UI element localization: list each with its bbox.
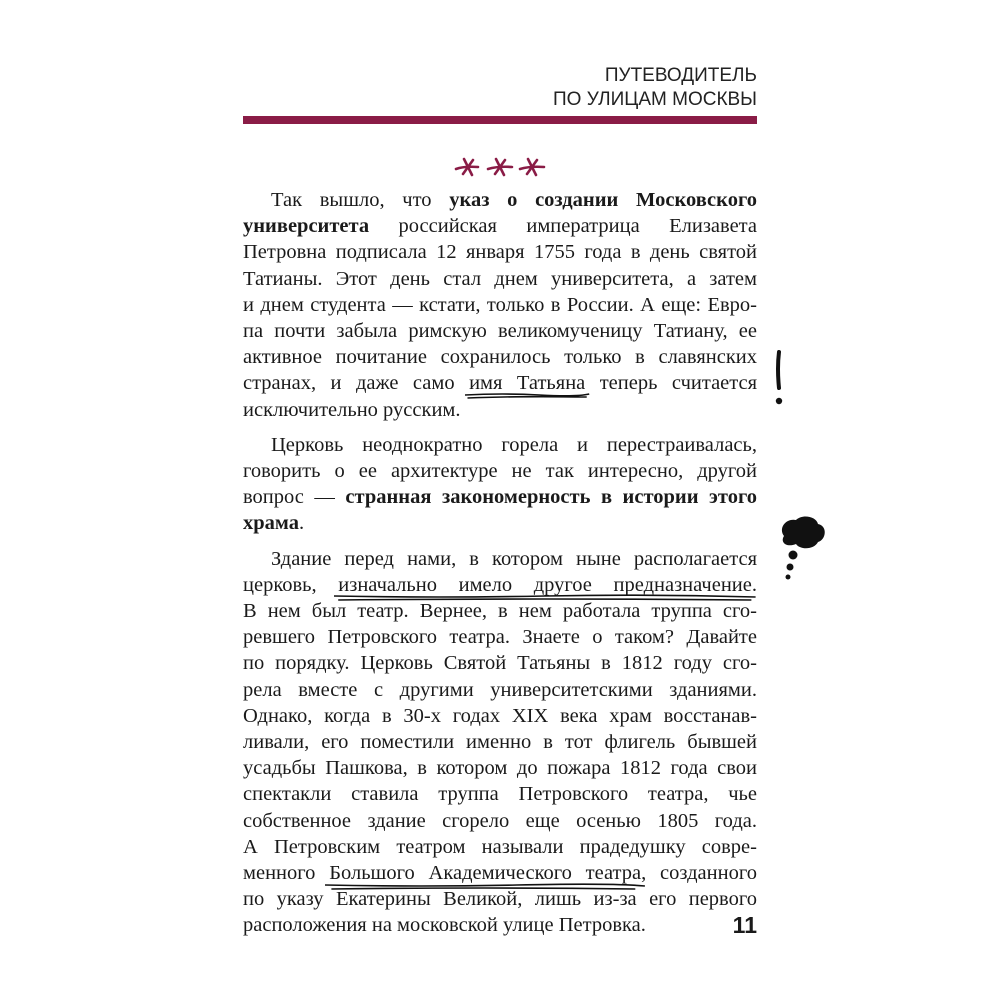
text-line: по порядку. Церковь Святой Татьяны в 1812 году сго- (243, 652, 757, 675)
text-line: расположения на московской улице Петровка. (243, 914, 646, 937)
running-header (243, 64, 757, 112)
hand-underline-icon (465, 391, 589, 401)
body-text (243, 187, 757, 939)
text-line: активное почитание сохранилось только в славянских (243, 346, 757, 369)
text-line: собственное здание сгорело еще осенью 1805 года. (243, 809, 757, 832)
text-line: Петровна подписала 12 января 1755 года в день святой (243, 241, 757, 264)
text-line: па почти забыла римскую великомученицу Татиану, ее (243, 320, 757, 343)
text-line: исключительно русским. (243, 398, 461, 421)
bold-phrase: указ о создании Московского (449, 189, 757, 211)
text-line: А Петровским театром называли прадедушку совре- (243, 835, 757, 858)
hand-underline-icon (325, 881, 645, 891)
text-line: спектакли ставила труппа Петровского театра, чье (243, 783, 757, 806)
bold-phrase: университета (243, 215, 370, 238)
paragraph-gap (243, 423, 757, 432)
header-rule (243, 116, 757, 124)
text-line: ливали, его поместили именно в тот флигель бывшей (243, 731, 757, 754)
header-line-2: ПО УЛИЦАМ МОСКВЫ (553, 89, 757, 110)
text-line: В нем был театр. Вернее, в нем работала труппа сго- (243, 600, 757, 623)
text-line: Здание перед нами, в котором ныне располагается (271, 547, 757, 570)
bold-phrase: храма (243, 512, 299, 535)
text-line: ревшего Петровского театра. Знаете о таком? Давайте (243, 626, 757, 649)
bold-phrase: странная закономерность в истории этого (345, 486, 757, 509)
underlined-phrase: изначально имело другое предназначение (338, 574, 752, 596)
paragraph-1 (243, 187, 757, 423)
paragraph-3 (243, 546, 757, 939)
text-line: менного Большого Академического театра , созданного (243, 860, 757, 886)
underlined-phrase: имя Татьяна (469, 372, 585, 394)
paragraph-gap (243, 537, 757, 546)
text-line: церковь, изначально имело другое предназначение . (243, 572, 757, 598)
text-line: усадьбы Пашкова, в котором до пожара 1812 года свои (243, 757, 757, 780)
text-line: Однако, когда в 30-х годах XIX века храм восстанав- (243, 704, 757, 727)
paragraph-2 (243, 432, 757, 537)
hand-underline-icon (334, 593, 756, 603)
header-line-1: ПУТЕВОДИТЕЛЬ (604, 65, 757, 86)
triple-cross-ornament-icon (452, 152, 548, 180)
text-line: рела вместе с другими университетскими зданиями. (243, 678, 757, 701)
underlined-phrase: Большого Академического театра (329, 862, 641, 884)
text-line: университета российская императрица Елизавета (243, 215, 757, 238)
text-line: говорить о ее архитектуре не так интересно, другой (243, 460, 757, 483)
text-line: по указу Екатерины Великой, лишь из-за его первого (243, 888, 757, 911)
exclamation-mark-icon (767, 350, 791, 408)
page-number: 11 (732, 912, 757, 938)
text-line: Татианы. Этот день стал днем университета, а затем (243, 267, 757, 290)
text-line: Церковь неоднократно горела и перестраивалась, (271, 433, 757, 456)
text-line: и днем студента — кстати, только в России. А еще: Евро- (243, 293, 757, 316)
text-line: храма. (243, 512, 305, 535)
text-line: вопрос — странная закономерность в истории этого (243, 486, 757, 509)
text-line: Так вышло, что указ о создании Московского (271, 189, 757, 211)
text-line: странах, и даже само имя Татьяна теперь считается (243, 370, 757, 396)
thought-bubble-icon (776, 514, 828, 584)
